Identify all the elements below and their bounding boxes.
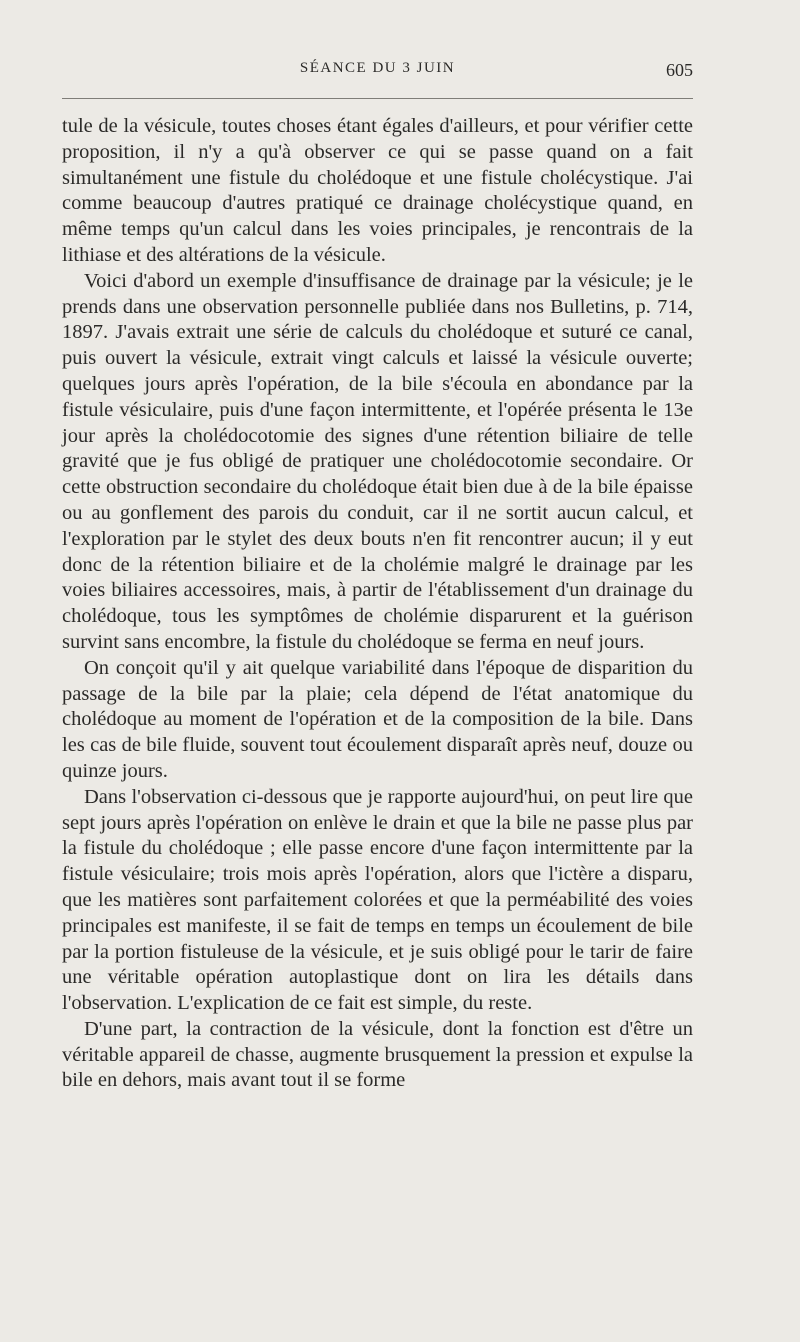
running-title: SÉANCE DU 3 JUIN (299, 60, 456, 76)
paragraph: Voici d'abord un exemple d'insuffisance de drainage par la vésicule; je le prends dans une observation personnelle publiée dans nos Bulletins, p. 714, 1897. J'avais extrait une série de calculs du cholédoque et suturé ce canal, puis ouvert la vésicule, extrait vingt calculs et laissé la vésicule ouverte; quelques jours après l'opération, de la bile s'écoula en abondance par la fistule vésiculaire, puis d'une façon intermittente, et l'opérée présenta le 13e jour après la cholédocotomie des signes d'une rétention biliaire de telle gravité que je fus obligé de pratiquer une cholédocotomie secondaire. Or cette obstruction secondaire du cholédoque était bien due à de la bile épaisse ou au gonflement des parois du conduit, car il ne sortit aucun calcul, et l'exploration par le stylet des deux bouts n'en fit rencontrer aucun; il y eut donc de la rétention biliaire et de la cholémie malgré le drainage par les voies biliaires accessoires, mais, à partir de l'établissement d'un drainage du cholédoque, tous les symptômes de cholémie disparurent et la guérison survint sans encombre, la fistule du cholédoque se ferma en neuf jours. (62, 269, 693, 653)
paragraph: On conçoit qu'il y ait quelque variabilité dans l'époque de disparition du passage de la bile par la plaie; cela dépend de l'état anatomique du cholédoque au moment de l'opération et de la composition de la bile. Dans les cas de bile fluide, souvent tout écoulement disparaît après neuf, douze ou quinze jours. (62, 656, 693, 782)
paragraph: Dans l'observation ci-dessous que je rapporte aujourd'hui, on peut lire que sept jours après l'opération on enlève le drain et que la bile ne passe plus par la fistule du cholédoque ; elle passe encore d'une façon intermittente par la fistule vésiculaire; trois mois après l'opération, alors que l'ictère a disparu, que les matières sont parfaitement colorées et que la perméabilité des voies principales est manifeste, il se fait de temps en temps un écoulement de bile par la portion fistuleuse de la vésicule, et je suis obligé pour le tarir de faire une véritable opération autoplastique dont on lira les détails dans l'observation. L'explication de ce fait est simple, du reste. (62, 785, 693, 1015)
paragraph: tule de la vésicule, toutes choses étant égales d'ailleurs, et pour vérifier cette proposition, il n'y a qu'à observer ce qui se passe quand on a fait simultanément une fistule du cholédoque et une fistule cholécystique. J'ai comme beaucoup d'autres pratiqué ce drainage cholécystique quand, en même temps qu'un calcul dans les voies principales, je rencontrais de la lithiase et des altérations de la vésicule. (62, 115, 693, 266)
page-header (62, 60, 693, 88)
paragraph: D'une part, la contraction de la vésicule, dont la fonction est d'être un véritable appareil de chasse, augmente brusquement la pression et expulse la bile en dehors, mais avant tout il se forme (62, 1017, 693, 1092)
page-number: 605 (666, 60, 693, 80)
body-text (62, 114, 693, 1094)
header-rule (62, 98, 693, 99)
